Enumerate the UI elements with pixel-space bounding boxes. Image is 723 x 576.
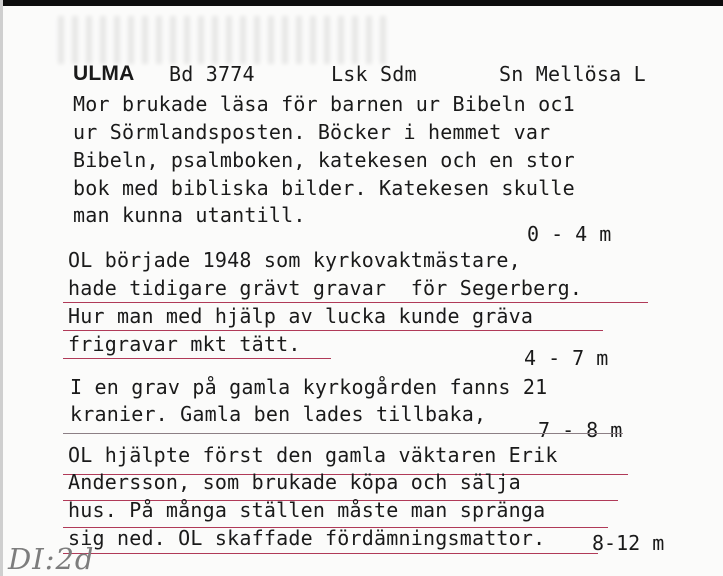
bleed-through-text xyxy=(58,16,388,64)
timecode: 0 - 4 m xyxy=(527,222,612,246)
text-line: sig ned. OL skaffade fördämningsmattor. xyxy=(68,526,546,550)
volume-number: Bd 3774 xyxy=(169,62,255,86)
section-divider xyxy=(63,433,623,434)
timecode: 8-12 m xyxy=(592,531,665,555)
text-line: Bibeln, psalmboken, katekesen och en stor xyxy=(73,148,575,172)
text-line: bok med bibliska bilder. Katekesen skulle xyxy=(73,176,575,200)
text-line: Hur man med hjälp av lucka kunde gräva xyxy=(68,304,534,328)
underline xyxy=(63,358,331,359)
text-line: man kunna utantill. xyxy=(73,203,306,227)
timecode: 7 - 8 m xyxy=(538,418,623,442)
text-line: kranier. Gamla ben lades tillbaka, xyxy=(70,402,487,426)
underline xyxy=(63,330,603,331)
archive-name: ULMA xyxy=(73,62,135,85)
text-line: hus. På många ställen måste man spränga xyxy=(68,498,546,522)
text-line: I en grav på gamla kyrkogården fanns 21 xyxy=(70,375,548,399)
handwritten-shelfmark: DI:2d xyxy=(8,542,95,576)
province: Lsk Sdm xyxy=(331,62,417,86)
timecode: 4 - 7 m xyxy=(524,346,609,370)
parish: Sn Mellösa L xyxy=(499,62,646,86)
text-line: Andersson, som brukade köpa och sälja xyxy=(68,470,521,494)
text-line: OL började 1948 som kyrkovaktmästare, xyxy=(68,248,521,272)
underline xyxy=(63,553,598,554)
underline xyxy=(63,302,648,303)
text-line: OL hjälpte först den gamla väktaren Erik xyxy=(68,443,558,467)
text-line: frigravar mkt tätt. xyxy=(68,332,301,356)
text-line: hade tidigare grävt gravar för Segerberg. xyxy=(68,276,583,300)
text-line: ur Sörmlandsposten. Böcker i hemmet var xyxy=(73,120,551,144)
text-line: Mor brukade läsa för barnen ur Bibeln oc1 xyxy=(73,92,575,116)
